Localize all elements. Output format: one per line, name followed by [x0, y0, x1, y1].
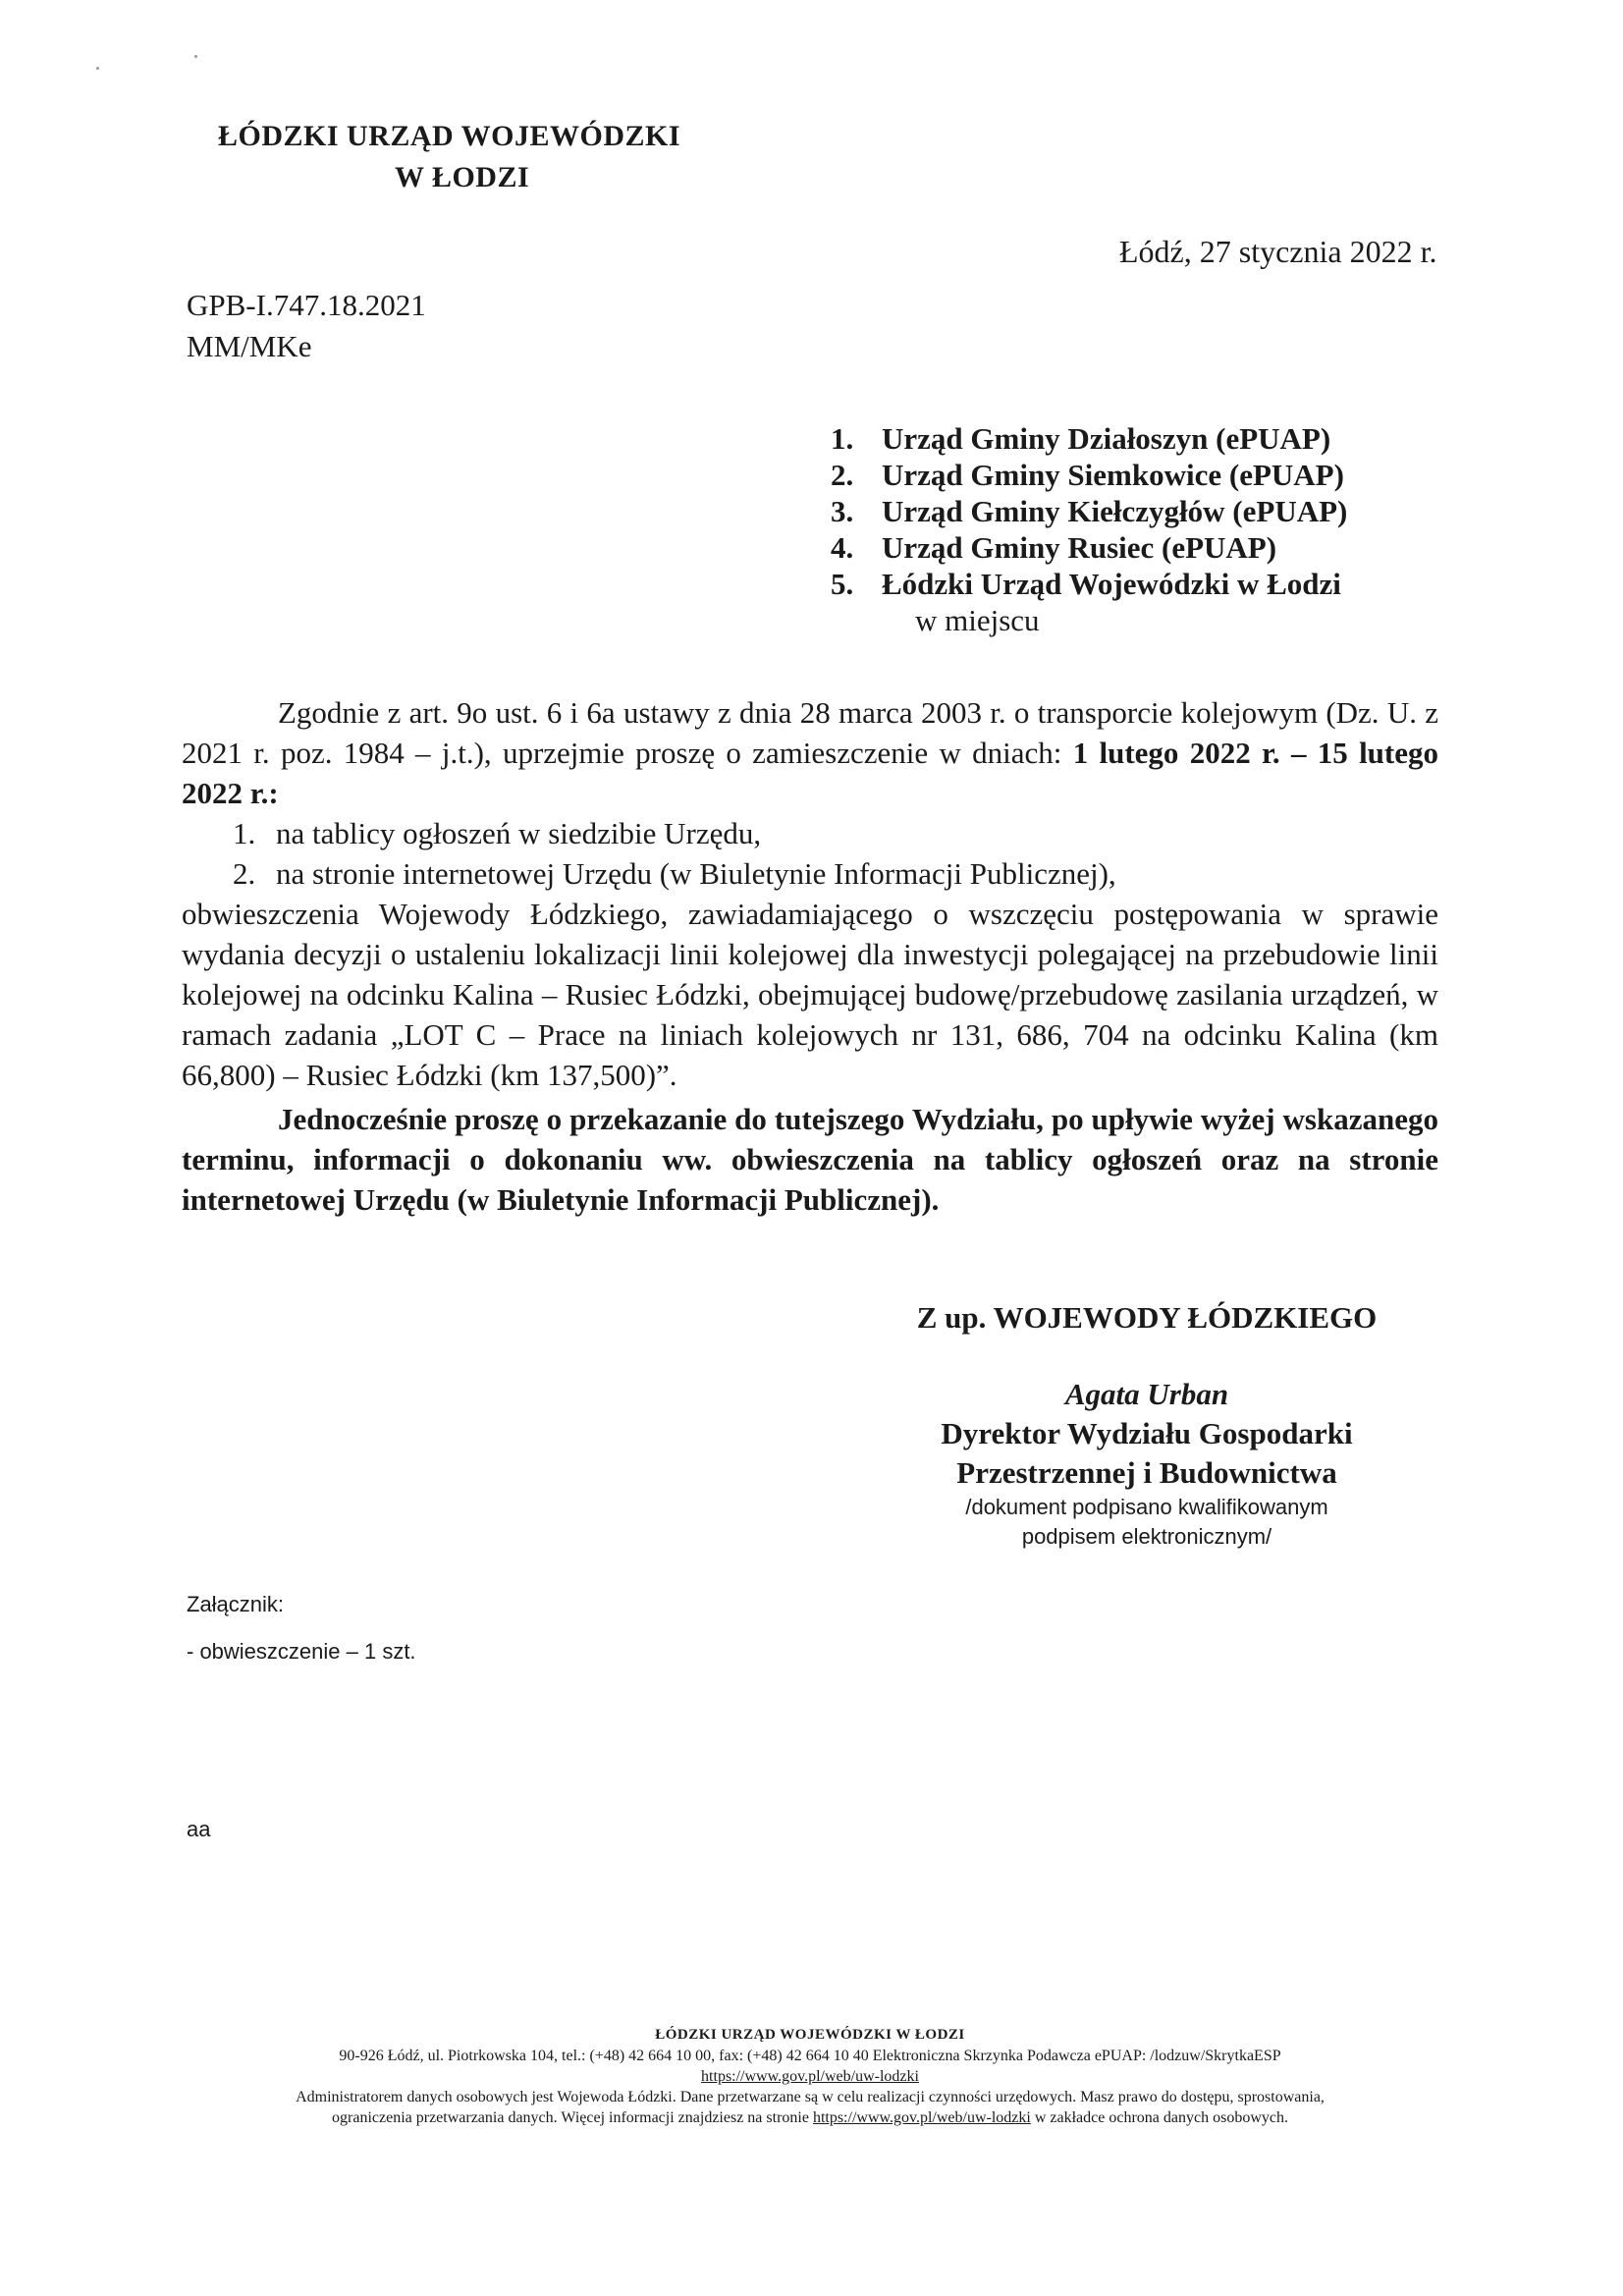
case-number: GPB-I.747.18.2021: [187, 288, 426, 322]
attachment-item: - obwieszczenie – 1 szt.: [187, 1639, 416, 1664]
attachment-block: [187, 1581, 416, 1675]
privacy-link[interactable]: https://www.gov.pl/web/uw-lodzki: [812, 2109, 1031, 2126]
recipient-item: 4. Urząd Gminy Rusiec (ePUAP): [831, 530, 1277, 565]
scan-speck: [194, 55, 197, 58]
recipient-sub: w miejscu: [915, 603, 1040, 637]
intro-paragraph: Zgodnie z art. 9o ust. 6 i 6a ustawy z dnia 28 marca 2003 r. o transporcie kolejowym (Dz. U. z 2021 r. poz. 1984 – j.t.), uprzejmie proszę o zamieszczenie w dniach: 1 lutego 2022 r. – 15 lutego 2022 r.:: [182, 695, 1438, 810]
intro-dates: 1 lutego 2022 r. – 15 lutego 2022 r.:: [182, 736, 1438, 810]
page-footer: [147, 2025, 1473, 2128]
list-item: 2. na stronie internetowej Urzędu (w Biuletynie Informacji Publicznej),: [233, 856, 1116, 891]
header-line-2: W ŁODZI: [395, 161, 530, 193]
signature-note-1: /dokument podpisano kwalifikowanym: [965, 1495, 1328, 1519]
recipient-item: 2. Urząd Gminy Siemkowice (ePUAP): [831, 458, 1344, 492]
list-item: 1. na tablicy ogłoszeń w siedzibie Urzędu,: [233, 816, 762, 850]
on-behalf-line: Z up. WOJEWODY ŁÓDZKIEGO: [916, 1300, 1378, 1335]
footer-link[interactable]: https://www.gov.pl/web/uw-lodzki: [701, 2068, 919, 2085]
footer-address: 90-926 Łódź, ul. Piotrkowska 104, tel.: (+48) 42 664 10 00, fax: (+48) 42 664 10 40 Elektroniczna Skrzynka Podawcza ePUAP: /lodzuw/SkrytkaESP: [339, 2048, 1281, 2064]
signatory-name: Agata Urban: [1064, 1377, 1229, 1411]
scan-speck: [96, 67, 99, 70]
authority-header: [218, 116, 680, 198]
request-paragraph: Jednocześnie proszę o przekazanie do tutejszego Wydziału, po upływie wyżej wskazanego terminu, informacji o dokonaniu ww. obwieszczenia na tablicy ogłoszeń oraz na stronie internetowej Urzędu (w Biuletynie Informacji Publicznej).: [182, 1102, 1438, 1217]
letter-date: Łódź, 27 stycznia 2022 r.: [1119, 234, 1437, 269]
signature-block: [892, 1298, 1402, 1552]
footer-privacy-1: Administratorem danych osobowych jest Wojewoda Łódzki. Dane przetwarzane są w celu realizacji czynności urzędowych. Masz prawo do dostępu, sprostowania,: [296, 2089, 1325, 2105]
reference-initials: MM/MKe: [187, 329, 312, 363]
main-paragraph: obwieszczenia Wojewody Łódzkiego, zawiadamiającego o wszczęciu postępowania w sprawie wydania decyzji o ustaleniu lokalizacji linii kolejowej dla inwestycji polegającej na przebudowie linii kolejowej na odcinku Kalina – Rusiec Łódzki, obejmującej budowę/przebudowę zasilania urządzeń, w ramach zadania „LOT C – Prace na liniach kolejowych nr 131, 686, 704 na odcinku Kalina (km 66,800) – Rusiec Łódzki (km 137,500)”.: [182, 897, 1438, 1092]
publication-list: [182, 813, 1438, 894]
signatory-title-2: Przestrzennej i Budownictwa: [956, 1455, 1337, 1490]
attachment-label: Załącznik:: [187, 1592, 285, 1616]
recipient-item: 3. Urząd Gminy Kiełczygłów (ePUAP): [831, 494, 1348, 528]
signature-note-2: podpisem elektronicznym/: [1021, 1524, 1272, 1549]
header-line-1: ŁÓDZKI URZĄD WOJEWÓDZKI: [218, 120, 681, 152]
footer-title: ŁÓDZKI URZĄD WOJEWÓDZKI W ŁODZI: [655, 2027, 965, 2043]
author-initials: aa: [187, 1817, 211, 1841]
recipient-item: 5. Łódzki Urząd Wojewódzki w Łodzi: [831, 567, 1341, 601]
recipient-item: 1. Urząd Gminy Działoszyn (ePUAP): [831, 421, 1331, 456]
reference-block: [187, 285, 426, 367]
recipients-list: [831, 420, 1347, 638]
letter-body: [182, 692, 1438, 1220]
signatory-title-1: Dyrektor Wydziału Gospodarki: [941, 1416, 1353, 1450]
footer-privacy-2: ograniczenia przetwarzania danych. Więcej informacji znajdziesz na stronie https://www.gov.pl/web/uw-lodzki w zakładce ochrona danych osobowych.: [332, 2109, 1288, 2126]
